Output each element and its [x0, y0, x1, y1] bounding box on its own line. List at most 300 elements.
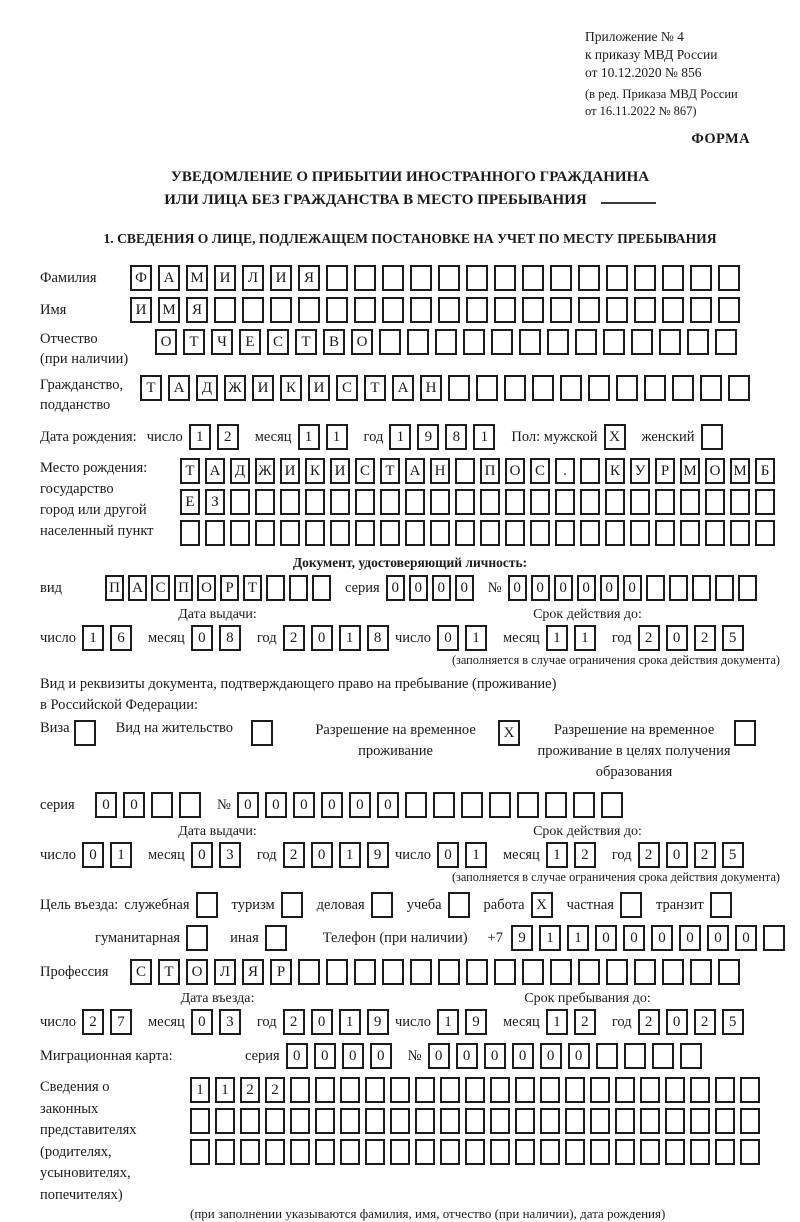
- char-cell[interactable]: [280, 489, 300, 515]
- char-cell[interactable]: [550, 959, 572, 985]
- char-cell[interactable]: 1: [339, 842, 361, 868]
- char-cell[interactable]: [380, 489, 400, 515]
- char-cell[interactable]: [634, 959, 656, 985]
- char-cell[interactable]: [730, 520, 750, 546]
- char-cell[interactable]: О: [197, 575, 216, 601]
- char-cell[interactable]: 1: [465, 625, 487, 651]
- char-cell[interactable]: [298, 959, 320, 985]
- char-cell[interactable]: [480, 489, 500, 515]
- char-cell[interactable]: 2: [574, 1009, 596, 1035]
- char-cell[interactable]: [438, 297, 460, 323]
- char-cell[interactable]: 0: [191, 1009, 213, 1035]
- char-cell[interactable]: 0: [456, 1043, 478, 1069]
- char-cell[interactable]: [588, 375, 610, 401]
- char-cell[interactable]: [715, 575, 734, 601]
- char-cell[interactable]: [665, 1077, 685, 1103]
- char-cell[interactable]: [435, 329, 457, 355]
- char-cell[interactable]: [662, 297, 684, 323]
- char-cell[interactable]: 0: [437, 842, 459, 868]
- char-cell[interactable]: [326, 297, 348, 323]
- char-cell[interactable]: 1: [546, 842, 568, 868]
- char-cell[interactable]: [365, 1108, 385, 1134]
- char-cell[interactable]: П: [174, 575, 193, 601]
- char-cell[interactable]: 0: [432, 575, 451, 601]
- char-cell[interactable]: П: [105, 575, 124, 601]
- char-cell[interactable]: 9: [417, 424, 439, 450]
- char-cell[interactable]: Ч: [211, 329, 233, 355]
- char-cell[interactable]: М: [680, 458, 700, 484]
- checkbox-cell[interactable]: X: [531, 892, 553, 918]
- char-cell[interactable]: [615, 1139, 635, 1165]
- char-cell[interactable]: [326, 959, 348, 985]
- char-cell[interactable]: [532, 375, 554, 401]
- char-cell[interactable]: 0: [311, 1009, 333, 1035]
- char-cell[interactable]: [490, 1108, 510, 1134]
- char-cell[interactable]: А: [128, 575, 147, 601]
- char-cell[interactable]: [665, 1108, 685, 1134]
- char-cell[interactable]: Т: [243, 575, 262, 601]
- char-cell[interactable]: 0: [508, 575, 527, 601]
- checkbox-cell[interactable]: [251, 720, 273, 746]
- char-cell[interactable]: 2: [82, 1009, 104, 1035]
- char-cell[interactable]: [644, 375, 666, 401]
- char-cell[interactable]: 0: [377, 792, 399, 818]
- char-cell[interactable]: [540, 1139, 560, 1165]
- char-cell[interactable]: К: [305, 458, 325, 484]
- char-cell[interactable]: [530, 489, 550, 515]
- char-cell[interactable]: [242, 297, 264, 323]
- char-cell[interactable]: Л: [214, 959, 236, 985]
- char-cell[interactable]: [290, 1108, 310, 1134]
- char-cell[interactable]: [340, 1077, 360, 1103]
- char-cell[interactable]: С: [130, 959, 152, 985]
- char-cell[interactable]: [715, 1139, 735, 1165]
- char-cell[interactable]: [590, 1139, 610, 1165]
- char-cell[interactable]: 2: [283, 1009, 305, 1035]
- char-cell[interactable]: [305, 520, 325, 546]
- char-cell[interactable]: [461, 792, 483, 818]
- char-cell[interactable]: [190, 1139, 210, 1165]
- char-cell[interactable]: А: [168, 375, 190, 401]
- char-cell[interactable]: 0: [531, 575, 550, 601]
- char-cell[interactable]: С: [530, 458, 550, 484]
- char-cell[interactable]: [379, 329, 401, 355]
- char-cell[interactable]: А: [158, 265, 180, 291]
- char-cell[interactable]: А: [405, 458, 425, 484]
- char-cell[interactable]: [265, 1139, 285, 1165]
- char-cell[interactable]: [240, 1108, 260, 1134]
- char-cell[interactable]: И: [308, 375, 330, 401]
- char-cell[interactable]: 1: [339, 625, 361, 651]
- char-cell[interactable]: 0: [623, 575, 642, 601]
- char-cell[interactable]: [573, 792, 595, 818]
- char-cell[interactable]: 1: [465, 842, 487, 868]
- char-cell[interactable]: [690, 265, 712, 291]
- char-cell[interactable]: 0: [237, 792, 259, 818]
- char-cell[interactable]: 0: [286, 1043, 308, 1069]
- char-cell[interactable]: У: [630, 458, 650, 484]
- char-cell[interactable]: С: [355, 458, 375, 484]
- char-cell[interactable]: [266, 575, 285, 601]
- char-cell[interactable]: 0: [293, 792, 315, 818]
- char-cell[interactable]: [382, 265, 404, 291]
- char-cell[interactable]: [455, 489, 475, 515]
- char-cell[interactable]: [580, 458, 600, 484]
- char-cell[interactable]: 0: [409, 575, 428, 601]
- checkbox-cell[interactable]: [74, 720, 96, 746]
- char-cell[interactable]: [405, 489, 425, 515]
- char-cell[interactable]: 1: [298, 424, 320, 450]
- char-cell[interactable]: [659, 329, 681, 355]
- char-cell[interactable]: 0: [82, 842, 104, 868]
- char-cell[interactable]: [255, 489, 275, 515]
- checkbox-cell[interactable]: [701, 424, 723, 450]
- char-cell[interactable]: [340, 1108, 360, 1134]
- char-cell[interactable]: 2: [694, 842, 716, 868]
- char-cell[interactable]: 9: [511, 925, 533, 951]
- char-cell[interactable]: 2: [265, 1077, 285, 1103]
- char-cell[interactable]: [634, 297, 656, 323]
- char-cell[interactable]: [555, 520, 575, 546]
- char-cell[interactable]: [690, 1108, 710, 1134]
- char-cell[interactable]: О: [505, 458, 525, 484]
- char-cell[interactable]: А: [392, 375, 414, 401]
- char-cell[interactable]: Р: [655, 458, 675, 484]
- char-cell[interactable]: 8: [445, 424, 467, 450]
- char-cell[interactable]: [630, 489, 650, 515]
- char-cell[interactable]: 0: [191, 842, 213, 868]
- char-cell[interactable]: [455, 458, 475, 484]
- char-cell[interactable]: [354, 959, 376, 985]
- char-cell[interactable]: [410, 959, 432, 985]
- char-cell[interactable]: 0: [428, 1043, 450, 1069]
- char-cell[interactable]: [605, 489, 625, 515]
- char-cell[interactable]: [179, 792, 201, 818]
- char-cell[interactable]: [230, 489, 250, 515]
- char-cell[interactable]: [578, 959, 600, 985]
- char-cell[interactable]: 5: [722, 842, 744, 868]
- char-cell[interactable]: 0: [666, 842, 688, 868]
- char-cell[interactable]: [522, 959, 544, 985]
- char-cell[interactable]: 9: [367, 1009, 389, 1035]
- char-cell[interactable]: [289, 575, 308, 601]
- char-cell[interactable]: [601, 792, 623, 818]
- char-cell[interactable]: .: [555, 458, 575, 484]
- char-cell[interactable]: [466, 265, 488, 291]
- char-cell[interactable]: [315, 1139, 335, 1165]
- char-cell[interactable]: 0: [540, 1043, 562, 1069]
- char-cell[interactable]: Р: [270, 959, 292, 985]
- char-cell[interactable]: [515, 1139, 535, 1165]
- char-cell[interactable]: И: [330, 458, 350, 484]
- char-cell[interactable]: [517, 792, 539, 818]
- char-cell[interactable]: [466, 297, 488, 323]
- char-cell[interactable]: [640, 1077, 660, 1103]
- char-cell[interactable]: [205, 520, 225, 546]
- char-cell[interactable]: [738, 575, 757, 601]
- char-cell[interactable]: [407, 329, 429, 355]
- char-cell[interactable]: [560, 375, 582, 401]
- char-cell[interactable]: [606, 959, 628, 985]
- char-cell[interactable]: [494, 959, 516, 985]
- char-cell[interactable]: [476, 375, 498, 401]
- char-cell[interactable]: И: [280, 458, 300, 484]
- char-cell[interactable]: Я: [298, 265, 320, 291]
- char-cell[interactable]: [190, 1108, 210, 1134]
- char-cell[interactable]: О: [155, 329, 177, 355]
- char-cell[interactable]: И: [214, 265, 236, 291]
- char-cell[interactable]: [230, 520, 250, 546]
- char-cell[interactable]: [565, 1077, 585, 1103]
- char-cell[interactable]: [615, 1108, 635, 1134]
- char-cell[interactable]: [665, 1139, 685, 1165]
- char-cell[interactable]: [715, 1108, 735, 1134]
- char-cell[interactable]: П: [480, 458, 500, 484]
- char-cell[interactable]: [522, 265, 544, 291]
- checkbox-cell[interactable]: [620, 892, 642, 918]
- char-cell[interactable]: Т: [180, 458, 200, 484]
- char-cell[interactable]: [540, 1108, 560, 1134]
- char-cell[interactable]: [606, 297, 628, 323]
- char-cell[interactable]: З: [205, 489, 225, 515]
- char-cell[interactable]: 1: [110, 842, 132, 868]
- char-cell[interactable]: 0: [265, 792, 287, 818]
- char-cell[interactable]: [430, 520, 450, 546]
- char-cell[interactable]: 5: [722, 1009, 744, 1035]
- char-cell[interactable]: 2: [638, 625, 660, 651]
- char-cell[interactable]: [740, 1077, 760, 1103]
- char-cell[interactable]: Ф: [130, 265, 152, 291]
- char-cell[interactable]: [214, 297, 236, 323]
- char-cell[interactable]: 0: [311, 625, 333, 651]
- char-cell[interactable]: [550, 297, 572, 323]
- char-cell[interactable]: [312, 575, 331, 601]
- char-cell[interactable]: [415, 1139, 435, 1165]
- char-cell[interactable]: [550, 265, 572, 291]
- char-cell[interactable]: [490, 1077, 510, 1103]
- char-cell[interactable]: 2: [694, 625, 716, 651]
- char-cell[interactable]: С: [267, 329, 289, 355]
- char-cell[interactable]: 7: [110, 1009, 132, 1035]
- char-cell[interactable]: 1: [389, 424, 411, 450]
- char-cell[interactable]: [410, 297, 432, 323]
- char-cell[interactable]: [565, 1139, 585, 1165]
- char-cell[interactable]: [480, 520, 500, 546]
- char-cell[interactable]: [718, 297, 740, 323]
- char-cell[interactable]: [340, 1139, 360, 1165]
- char-cell[interactable]: Ж: [255, 458, 275, 484]
- char-cell[interactable]: [515, 1077, 535, 1103]
- char-cell[interactable]: [705, 520, 725, 546]
- char-cell[interactable]: 0: [600, 575, 619, 601]
- char-cell[interactable]: [624, 1043, 646, 1069]
- char-cell[interactable]: [652, 1043, 674, 1069]
- char-cell[interactable]: [305, 489, 325, 515]
- char-cell[interactable]: [616, 375, 638, 401]
- char-cell[interactable]: 0: [342, 1043, 364, 1069]
- char-cell[interactable]: 0: [577, 575, 596, 601]
- char-cell[interactable]: [519, 329, 541, 355]
- char-cell[interactable]: Я: [242, 959, 264, 985]
- char-cell[interactable]: К: [605, 458, 625, 484]
- char-cell[interactable]: [315, 1077, 335, 1103]
- char-cell[interactable]: [700, 375, 722, 401]
- char-cell[interactable]: [615, 1077, 635, 1103]
- char-cell[interactable]: [630, 520, 650, 546]
- char-cell[interactable]: В: [323, 329, 345, 355]
- char-cell[interactable]: [491, 329, 513, 355]
- char-cell[interactable]: [755, 489, 775, 515]
- char-cell[interactable]: [715, 1077, 735, 1103]
- char-cell[interactable]: [440, 1077, 460, 1103]
- char-cell[interactable]: [430, 489, 450, 515]
- char-cell[interactable]: О: [186, 959, 208, 985]
- char-cell[interactable]: [465, 1077, 485, 1103]
- char-cell[interactable]: [438, 959, 460, 985]
- checkbox-cell[interactable]: [734, 720, 756, 746]
- char-cell[interactable]: 2: [283, 842, 305, 868]
- char-cell[interactable]: [578, 265, 600, 291]
- char-cell[interactable]: [354, 265, 376, 291]
- char-cell[interactable]: 1: [546, 625, 568, 651]
- char-cell[interactable]: 0: [568, 1043, 590, 1069]
- char-cell[interactable]: 0: [437, 625, 459, 651]
- char-cell[interactable]: [640, 1108, 660, 1134]
- char-cell[interactable]: 1: [574, 625, 596, 651]
- char-cell[interactable]: [605, 520, 625, 546]
- char-cell[interactable]: [555, 489, 575, 515]
- char-cell[interactable]: Т: [295, 329, 317, 355]
- char-cell[interactable]: 3: [219, 1009, 241, 1035]
- char-cell[interactable]: [578, 297, 600, 323]
- char-cell[interactable]: 0: [370, 1043, 392, 1069]
- char-cell[interactable]: [448, 375, 470, 401]
- char-cell[interactable]: [365, 1077, 385, 1103]
- char-cell[interactable]: 0: [735, 925, 757, 951]
- char-cell[interactable]: [365, 1139, 385, 1165]
- char-cell[interactable]: [655, 520, 675, 546]
- char-cell[interactable]: 9: [367, 842, 389, 868]
- char-cell[interactable]: [465, 1108, 485, 1134]
- char-cell[interactable]: Я: [186, 297, 208, 323]
- char-cell[interactable]: [382, 297, 404, 323]
- char-cell[interactable]: 1: [215, 1077, 235, 1103]
- char-cell[interactable]: 0: [123, 792, 145, 818]
- char-cell[interactable]: 0: [595, 925, 617, 951]
- char-cell[interactable]: 0: [321, 792, 343, 818]
- char-cell[interactable]: М: [186, 265, 208, 291]
- char-cell[interactable]: [280, 520, 300, 546]
- char-cell[interactable]: 1: [82, 625, 104, 651]
- char-cell[interactable]: 0: [386, 575, 405, 601]
- char-cell[interactable]: [662, 959, 684, 985]
- char-cell[interactable]: [440, 1139, 460, 1165]
- checkbox-cell[interactable]: [371, 892, 393, 918]
- char-cell[interactable]: [415, 1108, 435, 1134]
- char-cell[interactable]: К: [280, 375, 302, 401]
- char-cell[interactable]: Ж: [224, 375, 246, 401]
- char-cell[interactable]: [740, 1139, 760, 1165]
- char-cell[interactable]: [382, 959, 404, 985]
- char-cell[interactable]: 8: [219, 625, 241, 651]
- char-cell[interactable]: 2: [283, 625, 305, 651]
- char-cell[interactable]: [690, 959, 712, 985]
- char-cell[interactable]: [494, 297, 516, 323]
- char-cell[interactable]: [455, 520, 475, 546]
- char-cell[interactable]: [669, 575, 688, 601]
- char-cell[interactable]: С: [336, 375, 358, 401]
- char-cell[interactable]: 0: [554, 575, 573, 601]
- char-cell[interactable]: [515, 1108, 535, 1134]
- char-cell[interactable]: [655, 489, 675, 515]
- char-cell[interactable]: [415, 1077, 435, 1103]
- char-cell[interactable]: И: [270, 265, 292, 291]
- char-cell[interactable]: [355, 520, 375, 546]
- char-cell[interactable]: [596, 1043, 618, 1069]
- char-cell[interactable]: 0: [623, 925, 645, 951]
- char-cell[interactable]: 1: [539, 925, 561, 951]
- char-cell[interactable]: 0: [349, 792, 371, 818]
- char-cell[interactable]: [755, 520, 775, 546]
- char-cell[interactable]: 3: [219, 842, 241, 868]
- char-cell[interactable]: 1: [546, 1009, 568, 1035]
- char-cell[interactable]: [547, 329, 569, 355]
- char-cell[interactable]: [522, 297, 544, 323]
- char-cell[interactable]: 8: [367, 625, 389, 651]
- char-cell[interactable]: [504, 375, 526, 401]
- char-cell[interactable]: [390, 1077, 410, 1103]
- char-cell[interactable]: 6: [110, 625, 132, 651]
- char-cell[interactable]: 0: [311, 842, 333, 868]
- char-cell[interactable]: [440, 1108, 460, 1134]
- char-cell[interactable]: [640, 1139, 660, 1165]
- char-cell[interactable]: 2: [638, 842, 660, 868]
- char-cell[interactable]: Б: [755, 458, 775, 484]
- char-cell[interactable]: 1: [339, 1009, 361, 1035]
- checkbox-cell[interactable]: [448, 892, 470, 918]
- char-cell[interactable]: 1: [189, 424, 211, 450]
- char-cell[interactable]: [705, 489, 725, 515]
- char-cell[interactable]: [672, 375, 694, 401]
- char-cell[interactable]: [662, 265, 684, 291]
- char-cell[interactable]: М: [158, 297, 180, 323]
- char-cell[interactable]: [390, 1108, 410, 1134]
- char-cell[interactable]: [687, 329, 709, 355]
- char-cell[interactable]: [580, 520, 600, 546]
- char-cell[interactable]: [505, 489, 525, 515]
- char-cell[interactable]: [410, 265, 432, 291]
- char-cell[interactable]: 5: [722, 625, 744, 651]
- char-cell[interactable]: [290, 1139, 310, 1165]
- char-cell[interactable]: Н: [420, 375, 442, 401]
- char-cell[interactable]: [718, 265, 740, 291]
- char-cell[interactable]: [405, 792, 427, 818]
- char-cell[interactable]: [740, 1108, 760, 1134]
- char-cell[interactable]: Т: [183, 329, 205, 355]
- char-cell[interactable]: 0: [666, 625, 688, 651]
- char-cell[interactable]: [490, 1139, 510, 1165]
- char-cell[interactable]: [405, 520, 425, 546]
- char-cell[interactable]: [326, 265, 348, 291]
- char-cell[interactable]: [463, 329, 485, 355]
- char-cell[interactable]: [690, 1077, 710, 1103]
- checkbox-cell[interactable]: [710, 892, 732, 918]
- char-cell[interactable]: [530, 520, 550, 546]
- char-cell[interactable]: [438, 265, 460, 291]
- char-cell[interactable]: 0: [666, 1009, 688, 1035]
- char-cell[interactable]: [680, 520, 700, 546]
- char-cell[interactable]: [540, 1077, 560, 1103]
